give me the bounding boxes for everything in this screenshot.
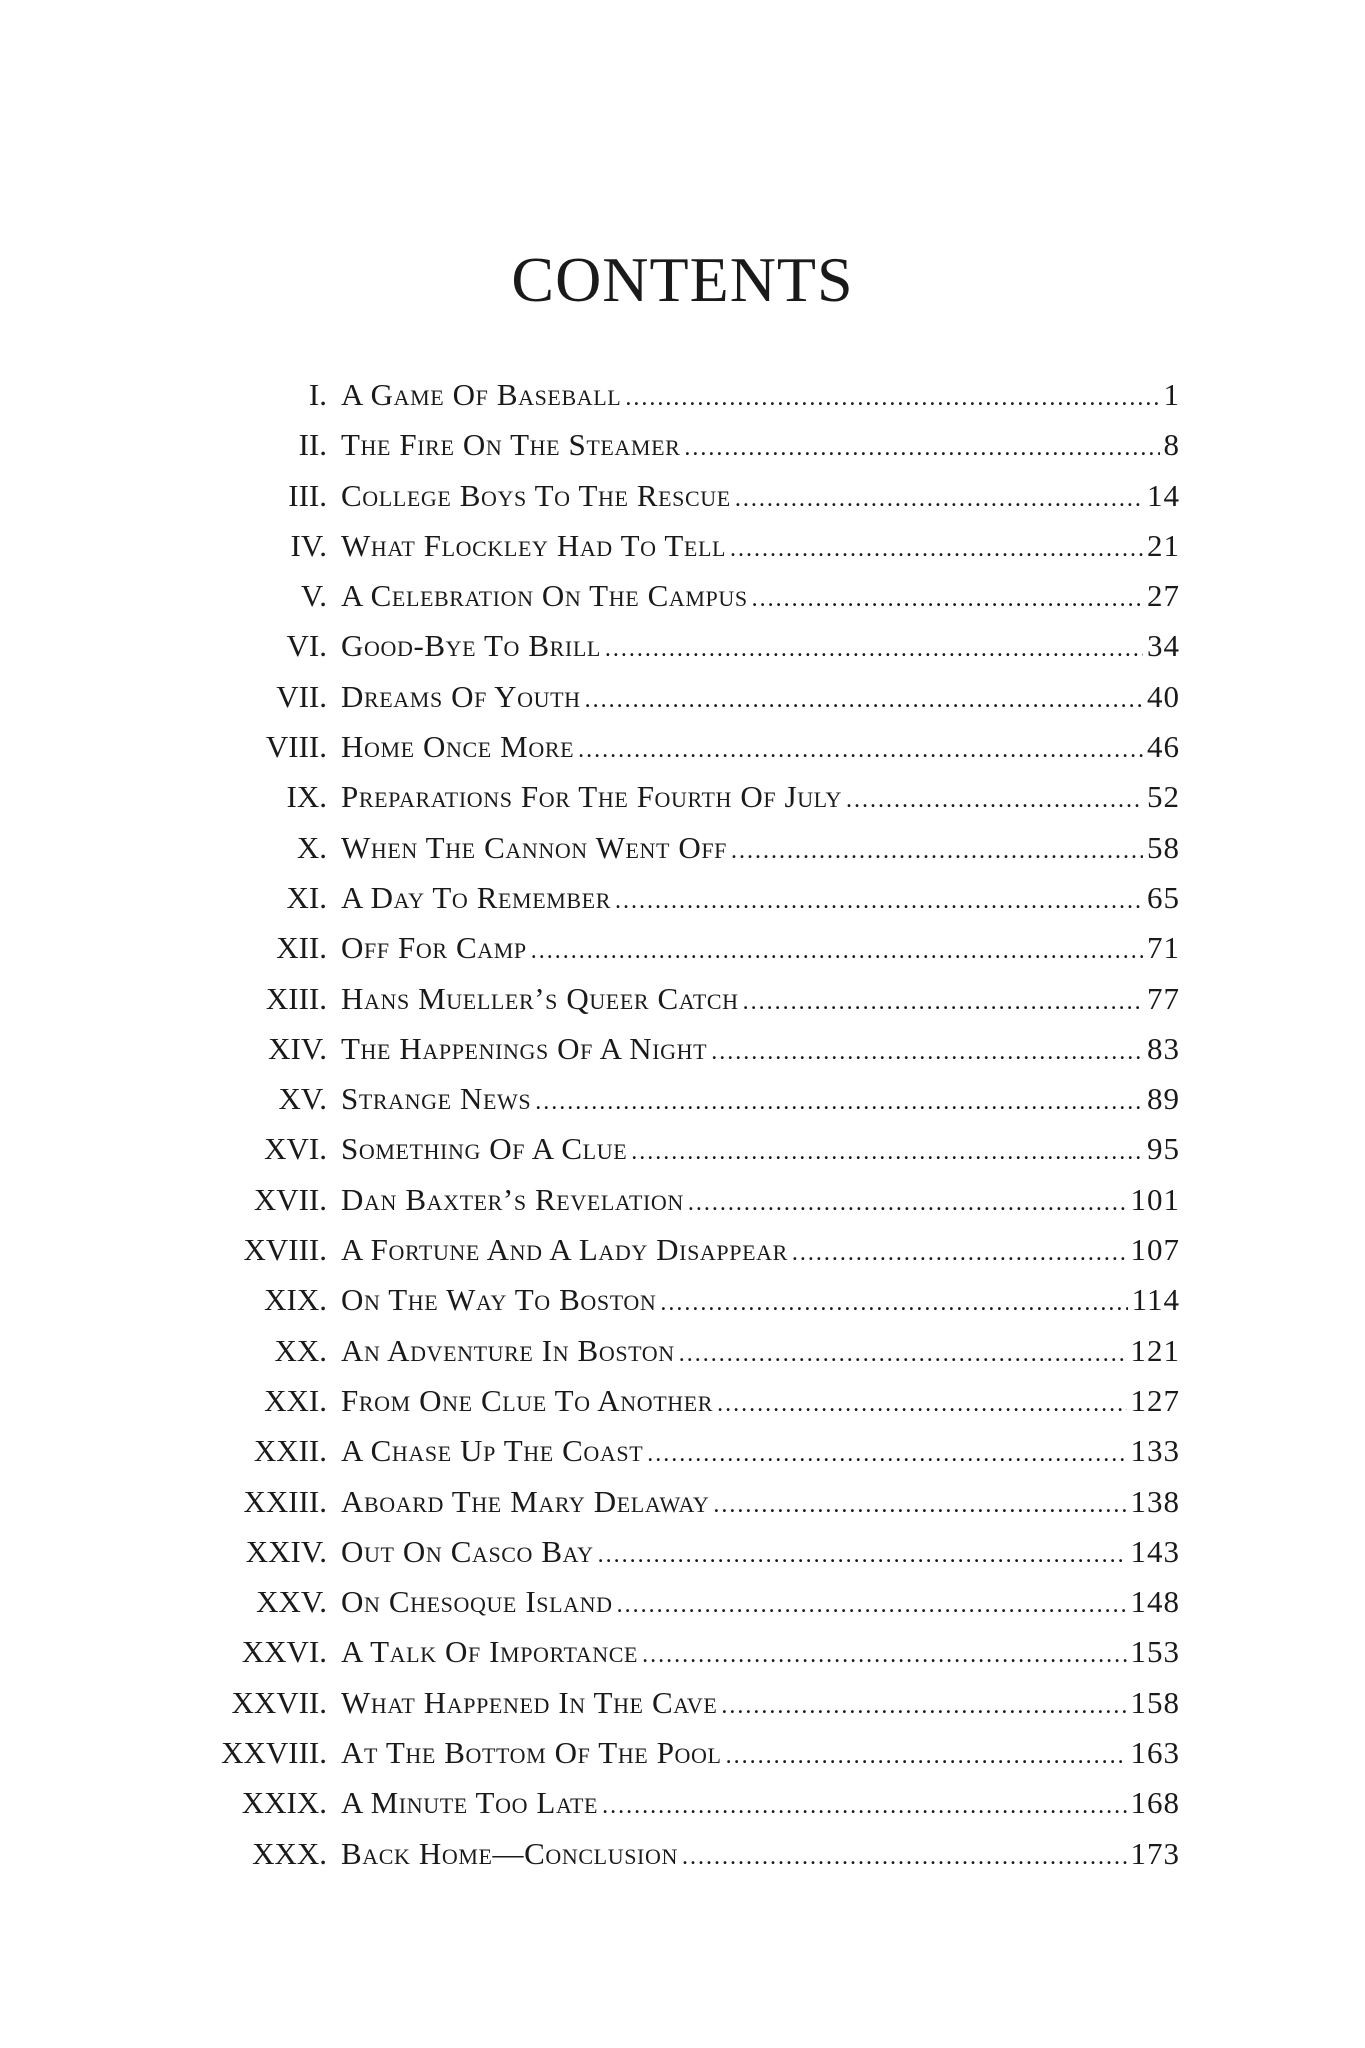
chapter-number: XXII. [253,1433,327,1469]
chapter-title: Strange News [341,1081,532,1117]
dot-leader [615,876,1143,926]
toc-entry [195,1426,1180,1476]
toc-entry [195,1728,1180,1778]
toc-entry [195,1074,1180,1124]
toc-entry [195,722,1180,772]
page-number: 121 [1130,1332,1180,1368]
page-number: 34 [1147,628,1180,664]
chapter-title: College Boys To The Rescue [341,477,731,513]
dot-leader [602,1781,1126,1831]
page-number: 168 [1130,1785,1180,1821]
toc-entry [195,1175,1180,1225]
chapter-title: A Game Of Baseball [341,377,622,412]
page-number: 52 [1147,779,1180,815]
chapter-number: IX. [286,779,327,815]
page-number: 138 [1130,1483,1180,1519]
page-number: 89 [1147,1081,1180,1117]
page-number: 127 [1130,1382,1180,1418]
chapter-number: XIV. [268,1030,327,1066]
chapter-title: From One Clue To Another [341,1382,714,1418]
toc-entry [195,1024,1180,1074]
chapter-number: III. [288,477,327,513]
dot-leader [731,826,1143,876]
page-number: 8 [1163,427,1180,463]
page-number: 173 [1130,1835,1180,1871]
toc-entry [195,1829,1180,1879]
page-number: 148 [1130,1584,1180,1620]
chapter-title: A Celebration On The Campus [341,578,748,614]
chapter-number: XVI. [264,1131,327,1167]
dot-leader [679,1329,1127,1379]
chapter-number: XXV. [256,1584,327,1620]
page-number: 143 [1130,1533,1180,1569]
toc-entry [195,1778,1180,1828]
dot-leader [684,423,1159,473]
chapter-title: Off For Camp [341,930,527,966]
chapter-title: The Fire On The Steamer [341,427,681,463]
toc-entry [195,1527,1180,1577]
toc-entry [195,420,1180,470]
chapter-number: XXVI. [241,1634,327,1670]
page-number: 71 [1147,930,1180,966]
dot-leader [743,977,1143,1027]
page-number: 77 [1147,980,1180,1016]
chapter-title: The Happenings Of A Night [341,1030,708,1066]
dot-leader [735,474,1143,524]
page-number: 27 [1147,578,1180,614]
page-number: 158 [1130,1684,1180,1720]
dot-leader [625,373,1159,423]
chapter-title: An Adventure In Boston [341,1332,675,1368]
toc-entry [195,974,1180,1024]
chapter-number: VI. [286,628,327,664]
chapter-title: Out On Casco Bay [341,1533,594,1569]
chapter-title: What Happened In The Cave [341,1684,718,1720]
chapter-title: Hans Mueller’s Queer Catch [341,980,739,1016]
chapter-title: Home Once More [341,729,575,765]
dot-leader [711,1027,1143,1077]
toc-entry [195,1275,1180,1325]
toc-entry [195,1326,1180,1376]
toc-entry [195,571,1180,621]
chapter-number: II. [298,427,327,463]
page-number: 40 [1147,678,1180,714]
chapter-number: XX. [274,1332,327,1368]
dot-leader [792,1228,1127,1278]
toc-entry [195,521,1180,571]
dot-leader [605,624,1143,674]
page-number: 95 [1147,1131,1180,1167]
toc-entry [195,370,1180,420]
dot-leader [660,1278,1127,1328]
toc-entry [195,823,1180,873]
chapter-number: XXIV. [245,1533,327,1569]
chapter-title: Back Home—Conclusion [341,1835,678,1871]
chapter-number: XIX. [264,1282,327,1318]
chapter-number: XVIII. [243,1232,327,1268]
dot-leader [585,675,1143,725]
chapter-title: What Flockley Had To Tell [341,527,727,563]
dot-leader [578,725,1143,775]
chapter-title: A Fortune And A Lady Disappear [341,1232,788,1268]
page-number: 107 [1130,1232,1180,1268]
chapter-title: On Chesoque Island [341,1584,613,1620]
page-number: 1 [1163,377,1180,412]
chapter-title: At The Bottom Of The Pool [341,1735,722,1771]
dot-leader [846,775,1143,825]
chapter-number: XXIII. [243,1483,327,1519]
chapter-number: XVII. [253,1181,327,1217]
chapter-title: Good-Bye To Brill [341,628,601,664]
toc-entry [195,471,1180,521]
dot-leader [642,1630,1126,1680]
chapter-number: XII. [276,930,327,966]
chapter-title: A Minute Too Late [341,1785,599,1821]
dot-leader [688,1178,1127,1228]
toc-entry [195,1225,1180,1275]
page-number: 163 [1130,1735,1180,1771]
dot-leader [531,926,1143,976]
dot-leader [535,1077,1143,1127]
dot-leader [730,524,1143,574]
page-number: 133 [1130,1433,1180,1469]
chapter-number: XXIX. [241,1785,327,1821]
toc-entry [195,1376,1180,1426]
dot-leader [752,574,1143,624]
toc-entry [195,1124,1180,1174]
page-number: 14 [1147,477,1180,513]
chapter-title: Dreams Of Youth [341,678,581,714]
page-number: 65 [1147,879,1180,915]
chapter-title: Dan Baxter’s Revelation [341,1181,684,1217]
toc-entry [195,1678,1180,1728]
toc-entry [195,1477,1180,1527]
chapter-number: V. [300,578,327,614]
page-number: 114 [1131,1282,1180,1318]
toc-entry [195,1577,1180,1627]
chapter-number: XXI. [264,1382,327,1418]
page-title: CONTENTS [511,244,854,315]
chapter-number: VIII. [265,729,327,765]
chapter-number: XXX. [252,1835,327,1871]
chapter-title: Something Of A Clue [341,1131,628,1167]
toc-entry [195,672,1180,722]
toc-entry [195,1627,1180,1677]
dot-leader [717,1379,1126,1429]
dot-leader [617,1580,1127,1630]
page-number: 83 [1147,1030,1180,1066]
chapter-number: XXVII. [231,1684,327,1720]
toc-entry [195,923,1180,973]
chapter-title: A Day To Remember [341,879,611,915]
dot-leader [713,1480,1126,1530]
chapter-title: When The Cannon Went Off [341,829,728,865]
toc-entry [195,621,1180,671]
page-number: 58 [1147,829,1180,865]
toc-entry [195,772,1180,822]
page-number: 153 [1130,1634,1180,1670]
chapter-title: A Chase Up The Coast [341,1433,644,1469]
chapter-number: XXVIII. [221,1735,327,1771]
dot-leader [598,1530,1127,1580]
chapter-number: VII. [276,678,327,714]
chapter-number: X. [296,829,327,865]
page-number: 101 [1130,1181,1180,1217]
chapter-number: XV. [278,1081,327,1117]
dot-leader [682,1832,1127,1882]
dot-leader [726,1731,1127,1781]
chapter-title: On The Way To Boston [341,1282,657,1318]
chapter-number: IV. [290,527,327,563]
table-of-contents [195,370,1180,1879]
toc-entry [195,873,1180,923]
dot-leader [631,1127,1143,1177]
chapter-number: XI. [286,879,327,915]
dot-leader [721,1681,1126,1731]
chapter-title: A Talk Of Importance [341,1634,639,1670]
chapter-title: Aboard The Mary Delaway [341,1483,710,1519]
dot-leader [647,1429,1126,1479]
chapter-title: Preparations For The Fourth Of July [341,779,843,815]
chapter-number: XIII. [265,980,327,1016]
page-number: 21 [1147,527,1180,563]
page-number: 46 [1147,729,1180,765]
chapter-number: I. [308,377,327,412]
